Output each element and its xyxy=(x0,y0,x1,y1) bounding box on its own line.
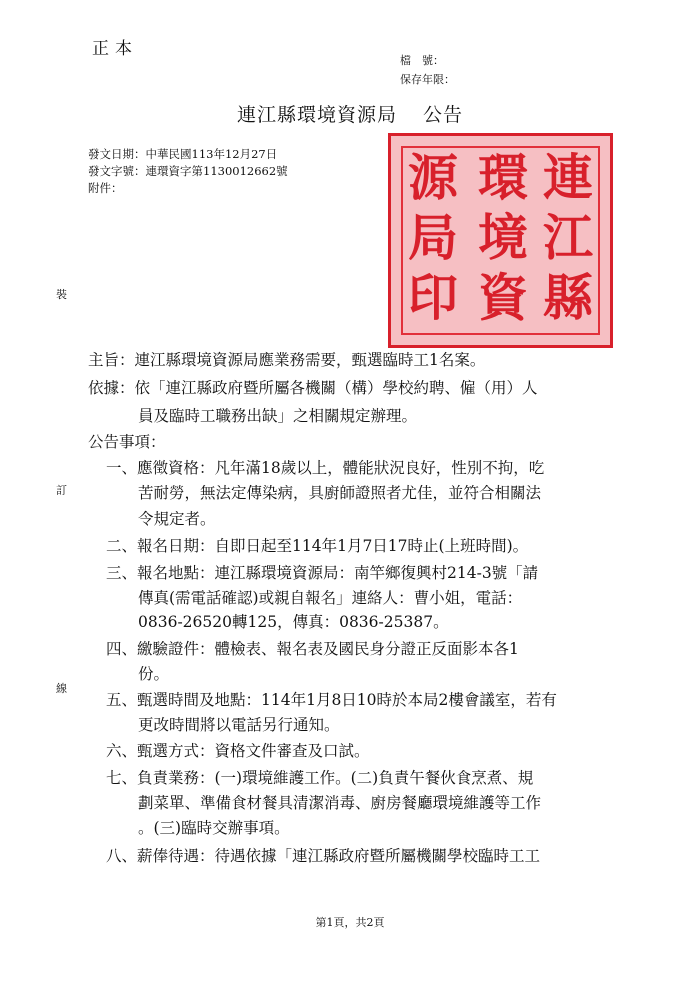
basis-line-1: 依據：依「連江縣政府暨所屬各機關（構）學校約聘、僱（用）人 xyxy=(88,379,538,397)
file-number-label: 檔 號： xyxy=(400,54,444,67)
notice-item-7-line-3: 。(三)臨時交辦事項。 xyxy=(138,819,290,837)
seal-column-1: 連 江 縣 xyxy=(543,148,593,327)
notice-item-4-line-1: 四、繳驗證件：體檢表、報名表及國民身分證正反面影本各1 xyxy=(106,640,519,658)
notice-item-2-line-1: 二、報名日期：自即日起至114年1月7日17時止(上班時間)。 xyxy=(106,537,529,555)
notice-item-3-line-1: 三、報名地點：連江縣環境資源局：南竿鄉復興村214-3號「請 xyxy=(106,564,539,582)
document-title xyxy=(0,100,700,127)
agency-name: 連江縣環境資源局 xyxy=(236,104,397,126)
notice-item-4-line-2: 份。 xyxy=(138,665,170,683)
retention-period-label: 保存年限： xyxy=(400,73,455,86)
binding-mark-zhuang: 裝 xyxy=(56,288,67,301)
official-seal-stamp xyxy=(388,133,613,348)
attachment-label: 附件： xyxy=(88,181,123,195)
seal-column-3: 源 局 印 xyxy=(408,148,458,327)
issue-date: 發文日期：中華民國113年12月27日 xyxy=(88,147,278,161)
notice-item-3-line-2: 傳真(需電話確認)或親自報名」連絡人：曹小姐，電話： xyxy=(138,589,523,607)
notice-item-1-line-3: 令規定者。 xyxy=(138,510,216,528)
copy-mark: 正本 xyxy=(92,39,138,59)
binding-mark-ding: 訂 xyxy=(56,484,67,497)
seal-column-2: 環 境 資 xyxy=(478,148,528,327)
notice-item-6-line-1: 六、甄選方式：資格文件審查及口試。 xyxy=(106,742,370,760)
page-indicator: 第1頁，共2頁 xyxy=(315,916,385,929)
binding-mark-xian: 線 xyxy=(56,682,67,695)
issue-number: 發文字號：連環資字第1130012662號 xyxy=(88,164,288,178)
notice-item-1-line-2: 苦耐勞，無法定傳染病，具廚師證照者尤佳，並符合相關法 xyxy=(138,484,542,502)
subject-line: 主旨：連江縣環境資源局應業務需要，甄選臨時工1名案。 xyxy=(88,351,486,369)
notice-item-7-line-2: 劃菜單、準備食材餐具清潔消毒、廚房餐廳環境維護等工作 xyxy=(138,794,542,812)
notice-item-7-line-1: 七、負責業務：(一)環境維護工作。(二)負責午餐伙食烹煮、規 xyxy=(106,769,534,787)
notice-item-3-line-3: 0836-26520轉125，傳真：0836-25387。 xyxy=(138,613,449,631)
notice-heading: 公告事項： xyxy=(88,433,166,451)
document-type: 公告 xyxy=(423,104,464,126)
notice-item-5-line-1: 五、甄選時間及地點：114年1月8日10時於本局2樓會議室，若有 xyxy=(106,691,557,709)
notice-item-8-line-1: 八、薪俸待遇：待遇依據「連江縣政府暨所屬機關學校臨時工工 xyxy=(106,847,541,865)
basis-line-2: 員及臨時工職務出缺」之相關規定辦理。 xyxy=(138,407,418,425)
notice-item-1-line-1: 一、應徵資格：凡年滿18歲以上，體能狀況良好，性別不拘，吃 xyxy=(106,459,545,477)
notice-item-5-line-2: 更改時間將以電話另行通知。 xyxy=(138,716,340,734)
